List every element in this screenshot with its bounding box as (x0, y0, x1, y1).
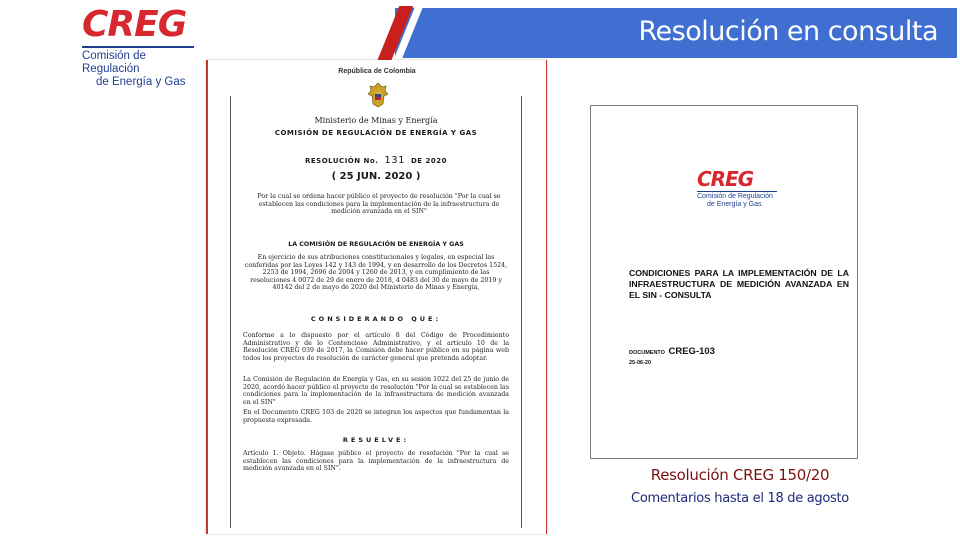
resolution-date: ( 25 JUN. 2020 ) (331, 171, 421, 182)
considering-paragraph-3: En el Documento CREG 103 de 2020 se integran los aspectos que fundamentan la propuesta expresada. (243, 409, 509, 424)
cover-creg-logo (697, 168, 789, 209)
authority-heading: LA COMISIÓN DE REGULACIÓN DE ENERGÍA Y GAS (288, 241, 464, 248)
ministry-label: Ministerio de Minas y Energía (314, 116, 438, 125)
creg-logo (82, 4, 202, 88)
resolution-page-frame (230, 96, 522, 528)
cover-title: CONDICIONES PARA LA IMPLEMENTACIÓN DE LA INFRAESTRUCTURA DE MEDICIÓN AVANZADA EN EL SIN - CONSULTA (629, 268, 849, 300)
resolves-heading: RESUELVE: (342, 436, 410, 444)
considering-heading: CONSIDERANDO QUE: (310, 315, 442, 323)
republic-label: República de Colombia (338, 68, 416, 75)
cover-logo-line-2: de Energía y Gas (707, 201, 762, 208)
logo-rule (82, 46, 194, 48)
resolution-document-image (206, 60, 547, 534)
article-1: Artículo 1. Objeto. Hágase público el proyecto de resolución "Por la cual se establecen las condiciones para la implementación de la infraestructura de medición avanzada en el SIN". (243, 450, 509, 473)
cover-logo-rule (697, 191, 777, 192)
cover-logo-mark: CREG (697, 167, 754, 191)
cover-document-number: CREG-103 (668, 346, 715, 357)
resolution-prefix: RESOLUCIÓN No. (305, 157, 379, 165)
logo-line-1: Comisión de Regulación (82, 50, 146, 75)
commission-label: COMISIÓN DE REGULACIÓN DE ENERGÍA Y GAS (274, 129, 478, 137)
cover-document-label: DOCUMENTO (629, 350, 665, 356)
slide-title: Resolución en consulta (638, 16, 938, 47)
cover-document-date: 25-06-20 (629, 360, 652, 366)
powers-paragraph: En ejercicio de sus atribuciones constitucionales y legales, en especial las conferidas por las Leyes 142 y 143 de 1994, y en desarrollo de los Decretos 1524, 2253 de 1994, 2696 de 2004 y 1260 de 2013, y en cumplimiento de las resoluciones 4 0072 de 29 de enero de 2018, 4 0483 del 30 de mayo de 2019 y 40142 del 2 de mayo de 2020 del Ministerio de Minas y Energía, (244, 254, 508, 292)
cover-logo-line-1: Comisión de Regulación (697, 193, 773, 200)
comments-deadline-caption: Comentarios hasta el 18 de agosto (631, 491, 849, 506)
logo-mark: CREG (82, 4, 187, 45)
resolution-caption: Resolución CREG 150/20 (650, 466, 830, 484)
considering-paragraph-2: La Comisión de Regulación de Energía y Gas, en su sesión 1022 del 25 de junio de 2020, acordó hacer público el proyecto de resolución "Por la cual se establecen las condiciones para la implementación de la infraestructura de medición avanzada en el SIN" (243, 376, 509, 406)
resolution-number: 131 (384, 155, 405, 166)
cover-document-code (629, 346, 715, 357)
resolution-number-line (231, 155, 521, 166)
cover-document-image (590, 105, 858, 459)
resolution-suffix: DE 2020 (410, 157, 447, 165)
resolution-intro: Por la cual se ordena hacer público el proyecto de resolución "Por la cual se establecen las condiciones para la implementación de la infraestructura de medición avanzada en el SIN" (257, 193, 501, 216)
logo-line-2: de Energía y Gas (96, 76, 186, 88)
considering-paragraph-1: Conforme a lo dispuesto por el artículo 8 del Código de Procedimiento Administrativo y de lo Contencioso Administrativo, y el artículo 10 de la Resolución CREG 039 de 2017, la Comisión debe hacer público en su página web todos los proyectos de resolución de carácter general que pretenda adoptar. (243, 332, 509, 362)
